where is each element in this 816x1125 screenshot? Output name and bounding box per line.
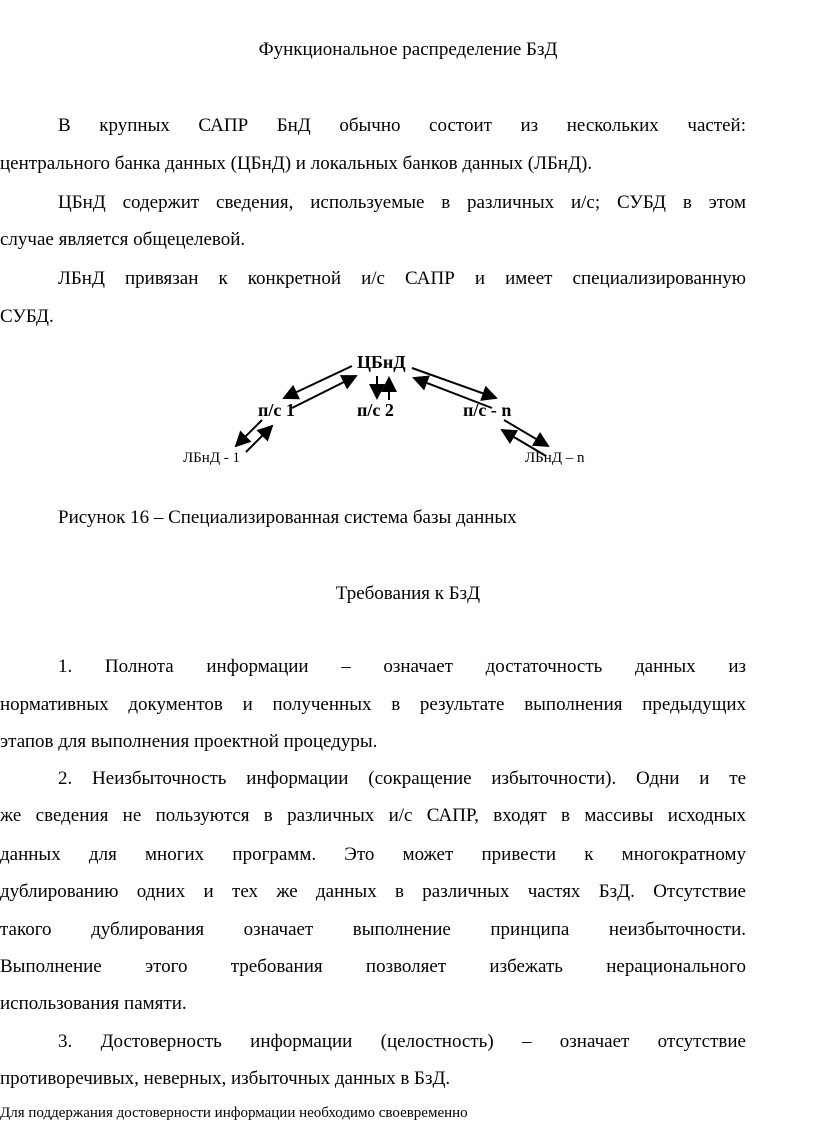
footer-text: Для поддержания достоверности информации необходимо своевременно — [0, 1105, 468, 1121]
requirement-2-line-5: такого дублирования означает выполнение принципа неизбыточности. — [0, 919, 746, 940]
paragraph-2-line-2: случае является общецелевой. — [0, 229, 246, 250]
diagram-node-localn: ЛБнД – n — [525, 450, 585, 466]
arrow-ps1-to-local1 — [236, 420, 262, 446]
requirement-2-line-3: данных для многих программ. Это может привести к многократному — [0, 844, 746, 865]
diagram-node-central: ЦБнД — [357, 352, 406, 372]
paragraph-3-line-1: ЛБнД привязан к конкретной и/с САПР и имеет специализированную — [58, 268, 746, 289]
paragraph-3-line-2: СУБД. — [0, 306, 54, 327]
requirement-3-line-2: противоречивых, неверных, избыточных данных в БзД. — [0, 1068, 451, 1089]
requirement-1-line-2: нормативных документов и полученных в результате выполнения предыдущих — [0, 694, 746, 715]
arrow-psn-to-localn — [504, 420, 548, 446]
requirement-2-line-4: дублированию одних и тех же данных в различных частях БзД. Отсутствие — [0, 881, 746, 902]
section-title: Требования к БзД — [335, 583, 481, 604]
diagram-node-ps1: п/с 1 — [258, 400, 295, 420]
paragraph-2-line-1: ЦБнД содержит сведения, используемые в различных и/с; СУБД в этом — [58, 192, 746, 213]
requirement-2-line-1: 2. Неизбыточность информации (сокращение избыточности). Одни и те — [58, 768, 746, 789]
requirement-1-line-3: этапов для выполнения проектной процедуры. — [0, 731, 378, 752]
figure-caption: Рисунок 16 – Специализированная система базы данных — [58, 507, 517, 528]
diagram-node-psn: п/с - n — [463, 400, 512, 420]
paragraph-1-line-2: центрального банка данных (ЦБнД) и локальных банков данных (ЛБнД). — [0, 153, 593, 174]
requirement-2-line-7: использования памяти. — [0, 993, 187, 1014]
requirement-2-line-6: Выполнение этого требования позволяет избежать нерационального — [0, 956, 746, 977]
page-title: Функциональное распределение БзД — [258, 39, 558, 60]
arrow-local1-to-ps1 — [246, 426, 272, 452]
paragraph-1-line-1: В крупных САПР БнД обычно состоит из нескольких частей: — [58, 115, 746, 136]
requirement-2-line-2: же сведения не пользуются в различных и/с САПР, входят в массивы исходных — [0, 805, 746, 826]
diagram-node-local1: ЛБнД - 1 — [183, 450, 241, 466]
requirement-3-line-1: 3. Достоверность информации (целостность) – означает отсутствие — [58, 1031, 746, 1052]
requirement-1-line-1: 1. Полнота информации – означает достаточность данных из — [58, 656, 746, 677]
arrow-ps1-to-central — [292, 376, 356, 408]
diagram-node-ps2: п/с 2 — [357, 400, 394, 420]
